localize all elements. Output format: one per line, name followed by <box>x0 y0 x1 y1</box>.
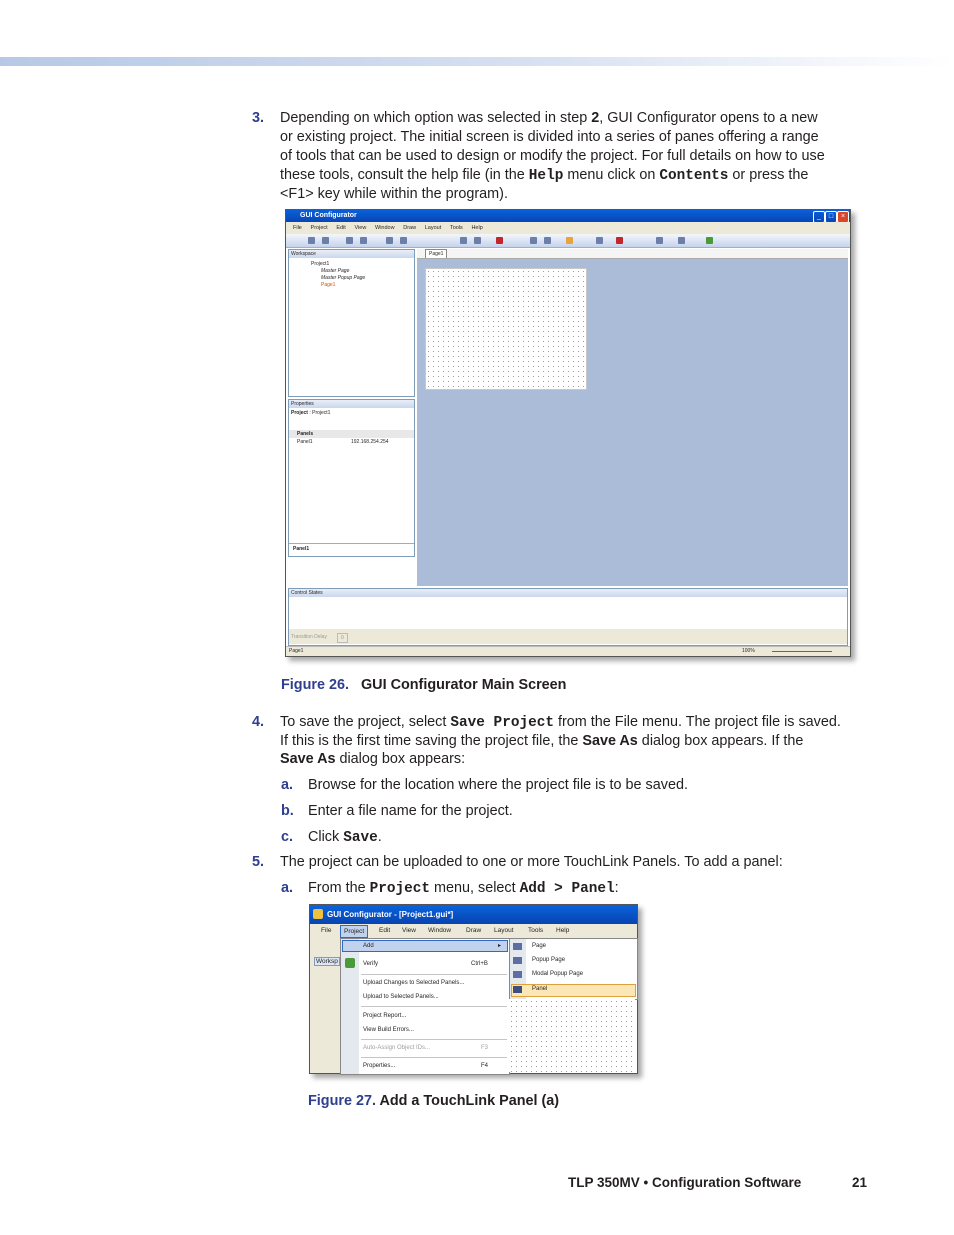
menu-item-auto-assign[interactable]: Auto-Assign Object IDs... <box>363 1045 431 1051</box>
panel-name: Panel1 <box>297 439 313 445</box>
menu-separator <box>361 1057 507 1058</box>
menu-window: Window <box>375 225 395 231</box>
panel-icon <box>513 986 522 993</box>
toolbar-icon <box>474 237 481 244</box>
toolbar-icon <box>400 237 407 244</box>
menu-tools: Tools <box>449 225 463 231</box>
step-4a-text: Browse for the location where the project file is to be saved. <box>308 777 688 793</box>
menu-separator <box>361 1039 507 1040</box>
transition-bar <box>289 629 847 644</box>
submenu-item-modal-popup-page[interactable]: Modal Popup Page <box>532 971 584 977</box>
toolbar-icon <box>596 237 603 244</box>
menu-project: Project <box>340 925 368 938</box>
tree-item-master-page: Master Page <box>321 268 350 274</box>
project-dropdown-menu <box>340 938 510 1075</box>
divider <box>289 543 414 544</box>
toolbar-icon <box>616 237 623 244</box>
menu-layout: Layout <box>494 927 514 934</box>
properties-combo: Project : Project1 <box>291 410 331 416</box>
menu-item-upload-changes[interactable]: Upload Changes to Selected Panels... <box>363 980 465 986</box>
add-panel-menu-screenshot <box>309 904 638 1074</box>
tree-item-project: Project1 <box>311 261 330 267</box>
toolbar-icon <box>544 237 551 244</box>
canvas-area <box>417 249 848 586</box>
menu-draw: Draw <box>403 225 417 231</box>
gui-configurator-main-screenshot <box>285 209 851 657</box>
menu-item-upload-selected[interactable]: Upload to Selected Panels... <box>363 994 439 1000</box>
step-5-text: The project can be uploaded to one or more TouchLink Panels. To add a panel: <box>280 854 783 870</box>
step-4-line-3: Save As dialog box appears: <box>280 751 466 767</box>
menu-view: View <box>354 225 367 231</box>
toolbar-icon <box>346 237 353 244</box>
control-states-title: Control States <box>289 589 847 597</box>
status-zoom: 100% <box>742 648 755 654</box>
step-5-number: 5. <box>252 854 265 870</box>
tab-page1: Page1 <box>425 249 447 258</box>
menu-item-verify[interactable]: Verify <box>363 961 379 967</box>
verify-icon <box>345 958 355 968</box>
step-4b-text: Enter a file name for the project. <box>308 803 513 819</box>
submenu-item-panel[interactable]: Panel <box>532 986 548 992</box>
step-3-line-3: of tools that can be used to design or modify the project. For full details on how to use <box>280 148 825 164</box>
panel-ip: 192.168.254.254 <box>351 439 389 445</box>
toolbar-icon <box>678 237 685 244</box>
step-4c-number: c. <box>281 829 294 845</box>
maximize-icon: □ <box>825 211 837 223</box>
menu-draw: Draw <box>466 927 482 934</box>
properties-title: Properties <box>289 400 414 408</box>
status-page: Page1 <box>289 648 304 654</box>
window-title: GUI Configurator - [Project1.gui*] <box>327 910 454 919</box>
add-submenu <box>509 938 638 1000</box>
step-3-line-5: <F1> key while within the program). <box>280 186 508 202</box>
app-icon <box>313 909 323 919</box>
step-3-number: 3. <box>252 110 265 126</box>
page-number: 21 <box>852 1175 868 1190</box>
panel-highlight <box>511 984 636 997</box>
menu-bar <box>310 924 637 938</box>
panels-header: Panels <box>297 431 314 437</box>
menu-view: View <box>402 927 416 934</box>
submenu-item-page[interactable]: Page <box>532 943 547 949</box>
workspace-pane <box>288 249 415 397</box>
toolbar-icon <box>460 237 467 244</box>
menu-layout: Layout <box>424 225 442 231</box>
status-bar <box>286 646 850 656</box>
menu-help: Help <box>556 927 570 934</box>
panel-description: Panel1 <box>293 546 310 552</box>
menu-item-add[interactable]: Add <box>363 943 374 949</box>
toolbar-icon <box>566 237 573 244</box>
toolbar-icon <box>386 237 393 244</box>
auto-assign-shortcut: F3 <box>481 1045 489 1051</box>
menu-window: Window <box>428 927 452 934</box>
window-title-bar: GUI Configurator <box>286 210 850 222</box>
footer-title: TLP 350MV • Configuration Software <box>568 1175 802 1190</box>
workspace-stub: Worksp <box>316 958 338 965</box>
submenu-arrow-icon: ▸ <box>498 943 502 949</box>
properties-shortcut: F4 <box>481 1063 489 1069</box>
menu-item-project-report[interactable]: Project Report... <box>363 1013 407 1019</box>
step-4a-number: a. <box>281 777 294 793</box>
submenu-item-popup-page[interactable]: Popup Page <box>532 957 566 963</box>
modal-popup-page-icon <box>513 971 522 978</box>
step-3-line-4: these tools, consult the help file (in the Help menu click on Contents or press the <box>280 167 809 184</box>
toolbar-icon <box>308 237 315 244</box>
step-4b-number: b. <box>281 803 294 819</box>
menu-bar <box>286 222 850 234</box>
tree-item-page1: Page1 <box>321 282 336 288</box>
design-page-grid <box>509 999 635 1072</box>
close-icon: × <box>837 211 849 223</box>
step-5a-number: a. <box>281 880 294 896</box>
menu-edit: Edit <box>379 927 391 934</box>
toolbar-icon <box>706 237 713 244</box>
tab-strip <box>417 249 848 259</box>
step-4-line-1: To save the project, select Save Project from the File menu. The project file is saved. <box>280 714 841 731</box>
toolbar-icon <box>360 237 367 244</box>
step-5a-text: From the Project menu, select Add > Panel: <box>308 880 619 897</box>
popup-page-icon <box>513 957 522 964</box>
toolbar-icon <box>530 237 537 244</box>
figure-27-caption: Figure 27. Add a TouchLink Panel (a) <box>308 1093 560 1109</box>
menu-tools: Tools <box>528 927 544 934</box>
toolbar-icon <box>322 237 329 244</box>
delete-icon <box>496 237 503 244</box>
step-3-line-2: or existing project. The initial screen is divided into a series of panes offering a range <box>280 129 819 145</box>
step-4-line-2: If this is the first time saving the project file, the Save As dialog box appears. If the <box>280 733 804 749</box>
control-states-pane <box>288 588 848 646</box>
transition-delay-value: 0 <box>337 633 348 643</box>
verify-shortcut: Ctrl+B <box>471 961 488 967</box>
menu-item-properties[interactable]: Properties... <box>363 1063 396 1069</box>
menu-help: Help <box>471 225 483 231</box>
zoom-slider <box>772 651 832 652</box>
design-page-grid <box>425 268 587 390</box>
menu-file: File <box>293 225 302 231</box>
menu-separator <box>361 974 507 975</box>
minimize-icon: _ <box>813 211 825 223</box>
menu-item-view-build-errors[interactable]: View Build Errors... <box>363 1027 414 1033</box>
toolbar <box>286 234 850 248</box>
transition-delay-label: Transition Delay <box>291 634 327 640</box>
step-4c-text: Click Save. <box>308 829 382 846</box>
step-4-number: 4. <box>252 714 265 730</box>
workspace-title: Workspace <box>289 250 414 258</box>
menu-project: Project <box>310 225 328 231</box>
menu-file: File <box>321 927 332 934</box>
page-icon <box>513 943 522 950</box>
step-3-line-1: Depending on which option was selected in step 2, GUI Configurator opens to a new <box>280 110 818 126</box>
properties-pane <box>288 399 415 557</box>
toolbar-icon <box>656 237 663 244</box>
header-rule <box>0 57 954 66</box>
figure-26-caption: Figure 26. GUI Configurator Main Screen <box>281 677 567 693</box>
tree-item-master-popup-page: Master Popup Page <box>321 275 366 281</box>
menu-separator <box>361 1006 507 1007</box>
menu-edit: Edit <box>336 225 346 231</box>
